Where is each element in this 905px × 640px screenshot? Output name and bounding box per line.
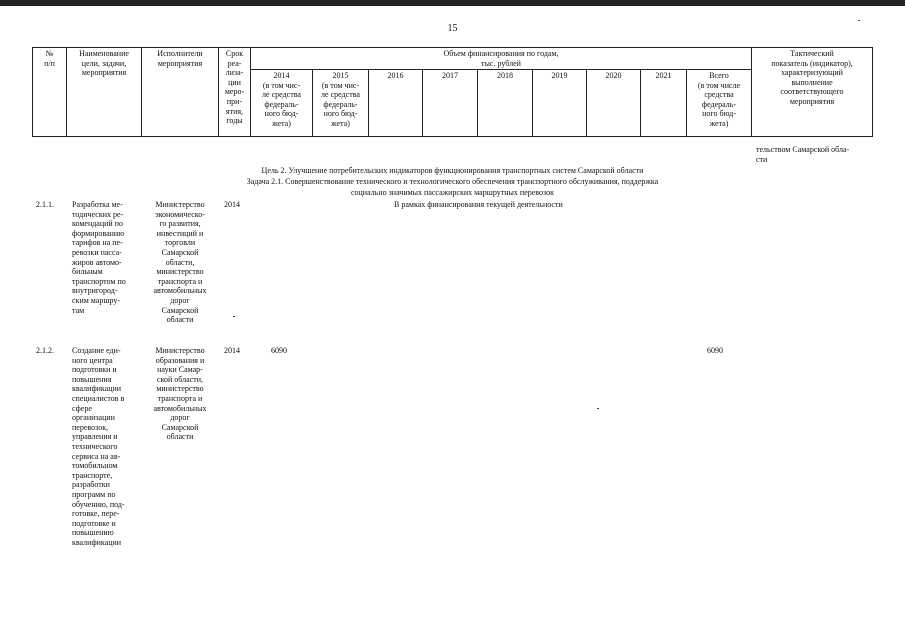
header-name: Наименование цели, задачи, мероприятия <box>66 47 142 137</box>
row-number: 2.1.1. <box>36 200 54 209</box>
row-year: 2014 <box>224 200 240 209</box>
page-number: 15 <box>447 23 458 34</box>
task-heading-line-2: социально значимых пассажирских маршрутных перевозок <box>350 188 555 197</box>
header-year-2016: 2016 <box>368 69 423 137</box>
row-amount-2014: 6090 <box>271 346 287 355</box>
row-financing-note: В рамках финансирования текущей деятельности <box>394 200 563 209</box>
header-year-2018: 2018 <box>477 69 533 137</box>
header-indicator: Тактический показатель (индикатор), характеризующий выполнение соответствующего мероприятия <box>751 47 873 137</box>
scan-speck <box>597 408 599 409</box>
header-period: Срок реа- лиза- ции меро- при- ятия, годы <box>218 47 251 137</box>
header-number: № п/п <box>32 47 67 137</box>
row-name: Разработка ме- тодических ре- комендаций по формированию тарифов на пе- ревозки пасса- жиров автомо- бильным транспортом по внутригород- ским маршру- там <box>72 200 126 315</box>
row-year: 2014 <box>224 346 240 355</box>
header-year-2015: 2015 (в том чис- ле средства федераль- ного бюд- жета) <box>312 69 369 137</box>
header-executors: Исполнители мероприятия <box>141 47 219 137</box>
header-year-2021: 2021 <box>640 69 687 137</box>
row-amount-total: 6090 <box>707 346 723 355</box>
row-executors: Министерство образования и науки Самар- ской области, министерство транспорта и автомобильных дорог Самарской области <box>153 346 207 442</box>
task-heading-line-1: Задача 2.1. Совершенствование технического и технологического обеспечения транспортного обслуживания, поддержка <box>246 177 659 186</box>
header-year-2017: 2017 <box>422 69 478 137</box>
header-total: Всего (в том числе средства федераль- ного бюд- жета) <box>686 69 752 137</box>
header-year-2019: 2019 <box>532 69 587 137</box>
goal-heading: Цель 2. Улучшение потребительских индикаторов функционирования транспортных систем Самарской области <box>261 166 644 175</box>
row-name: Создание еди- ного центра подготовки и повышения квалификации специалистов в сфере организации перевозок, управления и технического сервиса на ав- томобильном транспорте, разработки программ по обучению, под- готовке, пере- подготовке и повышению квалификации <box>72 346 125 547</box>
header-financing: Объем финансирования по годам, тыс. рублей <box>250 47 752 70</box>
scan-speck <box>233 316 235 317</box>
scan-speck <box>858 20 860 21</box>
row-number: 2.1.2. <box>36 346 54 355</box>
header-year-2014: 2014 (в том чис- ле средства федераль- ного бюд- жета) <box>250 69 313 137</box>
page-top-border <box>0 0 905 6</box>
indicator-carryover-text: тельством Самарской обла- сти <box>756 145 850 164</box>
header-year-2020: 2020 <box>586 69 641 137</box>
row-executors: Министерство экономическо- го развития, инвестиций и торговли Самарской области, министерство транспорта и автомобильных дорог Самарской области <box>153 200 207 325</box>
